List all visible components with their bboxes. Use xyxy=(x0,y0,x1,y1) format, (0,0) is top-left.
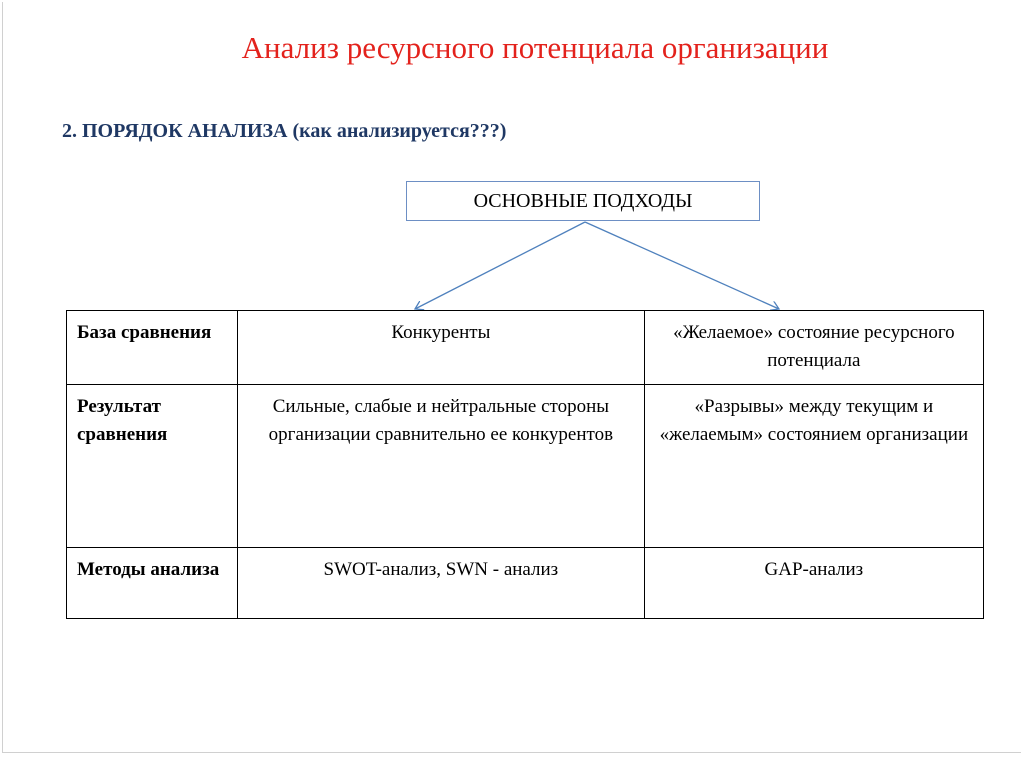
table-row xyxy=(67,311,984,385)
row-header: База сравнения xyxy=(67,311,238,385)
table-cell: SWOT-анализ, SWN - анализ xyxy=(238,548,645,619)
section-subtitle: 2. ПОРЯДОК АНАЛИЗА (как анализируется???) xyxy=(62,120,507,142)
table-cell: «Желаемое» состояние ресурсного потенциала xyxy=(644,311,983,385)
approaches-box: ОСНОВНЫЕ ПОДХОДЫ xyxy=(406,181,760,221)
table-cell: Сильные, слабые и нейтральные стороны организации сравнительно ее конкурентов xyxy=(238,385,645,548)
comparison-table xyxy=(66,310,984,619)
table-cell: Конкуренты xyxy=(238,311,645,385)
table-cell: «Разрывы» между текущим и «желаемым» состоянием организации xyxy=(644,385,983,548)
arrow-left xyxy=(415,222,585,309)
slide-title: Анализ ресурсного потенциала организации xyxy=(241,30,829,65)
table-row xyxy=(67,548,984,619)
arrow-right xyxy=(585,222,779,309)
row-header: Методы анализа xyxy=(67,548,238,619)
table-row xyxy=(67,385,984,548)
table-cell: GAP-анализ xyxy=(644,548,983,619)
row-header: Результат сравнения xyxy=(67,385,238,548)
